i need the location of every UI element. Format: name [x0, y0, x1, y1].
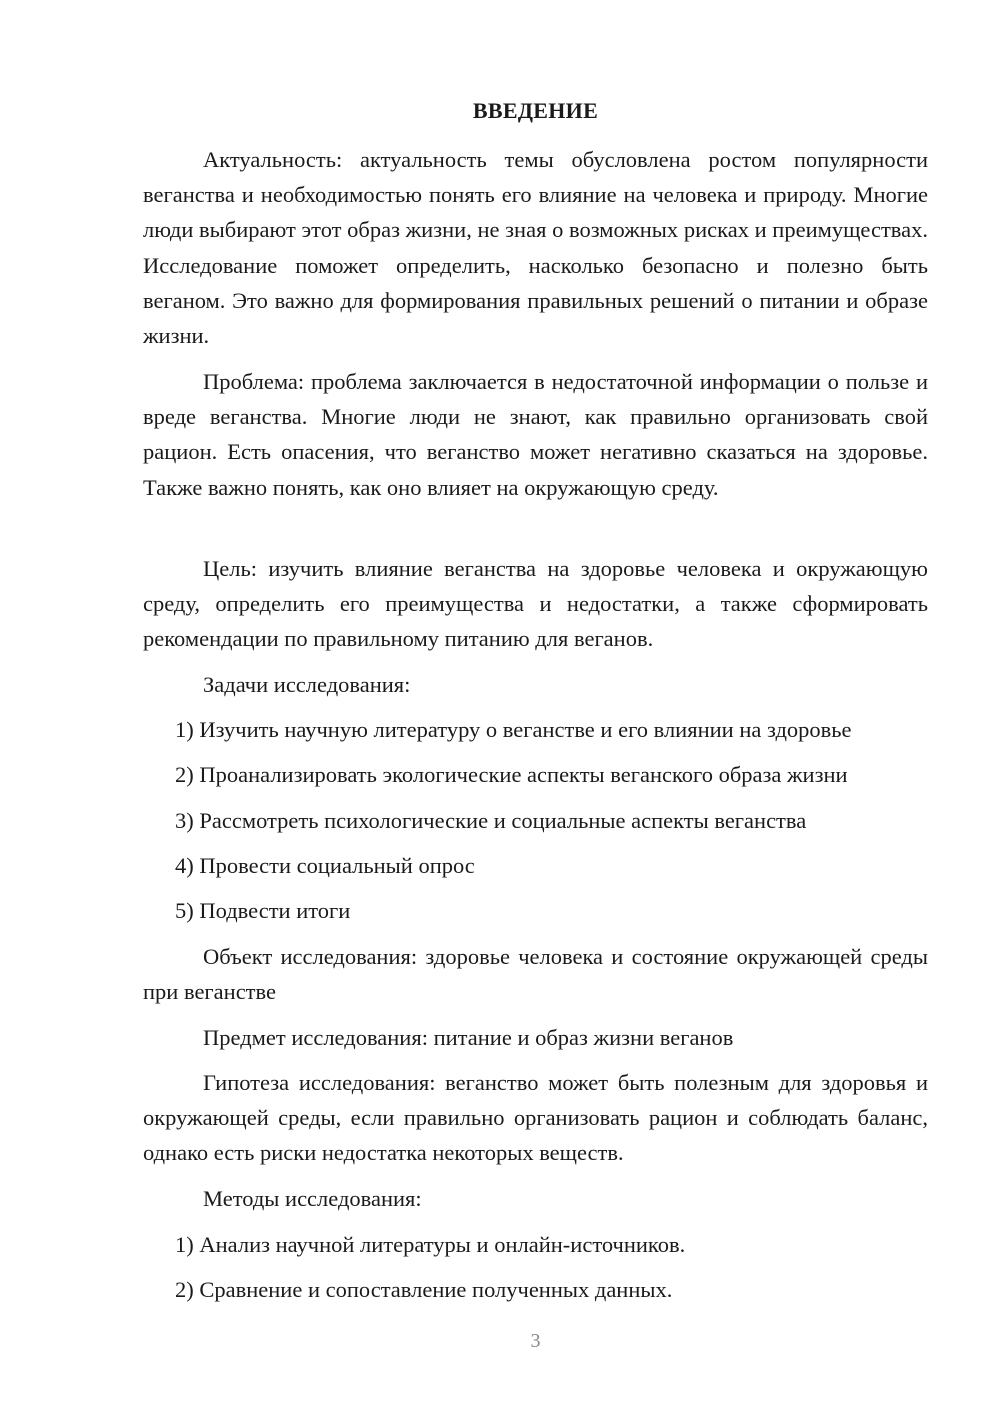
- methods-heading: Методы исследования:: [203, 1186, 422, 1211]
- task-item: 3) Рассмотреть психологические и социальные аспекты веганства: [175, 808, 807, 833]
- hypothesis-paragraph: Гипотеза исследования: веганство может быть полезным для здоровья и окружающей среды, если правильно организовать рацион и соблюдать баланс, однако есть риски недостатка некоторых веществ.: [143, 1070, 928, 1166]
- subject-paragraph: Предмет исследования: питание и образ жизни веганов: [203, 1025, 734, 1050]
- relevance-paragraph: Актуальность: актуальность темы обусловлена ростом популярности веганства и необходимостью понять его влияние на человека и природу. Многие люди выбирают этот образ жизни, не зная о возможных рисках и преимуществах. Исследование поможет определить, насколько безопасно и полезно быть веганом. Это важно для формирования правильных решений о питании и образе жизни.: [143, 147, 928, 349]
- method-item: 1) Анализ научной литературы и онлайн-источников.: [175, 1232, 686, 1257]
- task-item: 5) Подвести итоги: [175, 898, 351, 923]
- page-number: 3: [530, 1330, 541, 1352]
- method-item: 2) Сравнение и сопоставление полученных данных.: [175, 1277, 673, 1302]
- task-item: 2) Проанализировать экологические аспекты веганского образа жизни: [175, 762, 848, 787]
- section-title: ВВЕДЕНИЕ: [472, 98, 599, 123]
- document-page: [143, 0, 928, 1414]
- object-paragraph: Объект исследования: здоровье человека и состояние окружающей среды при веганстве: [143, 944, 928, 1005]
- task-item: 1) Изучить научную литературу о веганстве и его влиянии на здоровье: [175, 717, 852, 742]
- problem-paragraph: Проблема: проблема заключается в недостаточной информации о пользе и вреде веганства. Многие люди не знают, как правильно организовать свой рацион. Есть опасения, что веганство может негативно сказаться на здоровье. Также важно понять, как оно влияет на окружающую среду.: [143, 369, 928, 500]
- task-item: 4) Провести социальный опрос: [175, 853, 475, 878]
- goal-paragraph: Цель: изучить влияние веганства на здоровье человека и окружающую среду, определить его преимущества и недостатки, а также сформировать рекомендации по правильному питанию для веганов.: [143, 556, 928, 652]
- tasks-heading: Задачи исследования:: [203, 672, 411, 697]
